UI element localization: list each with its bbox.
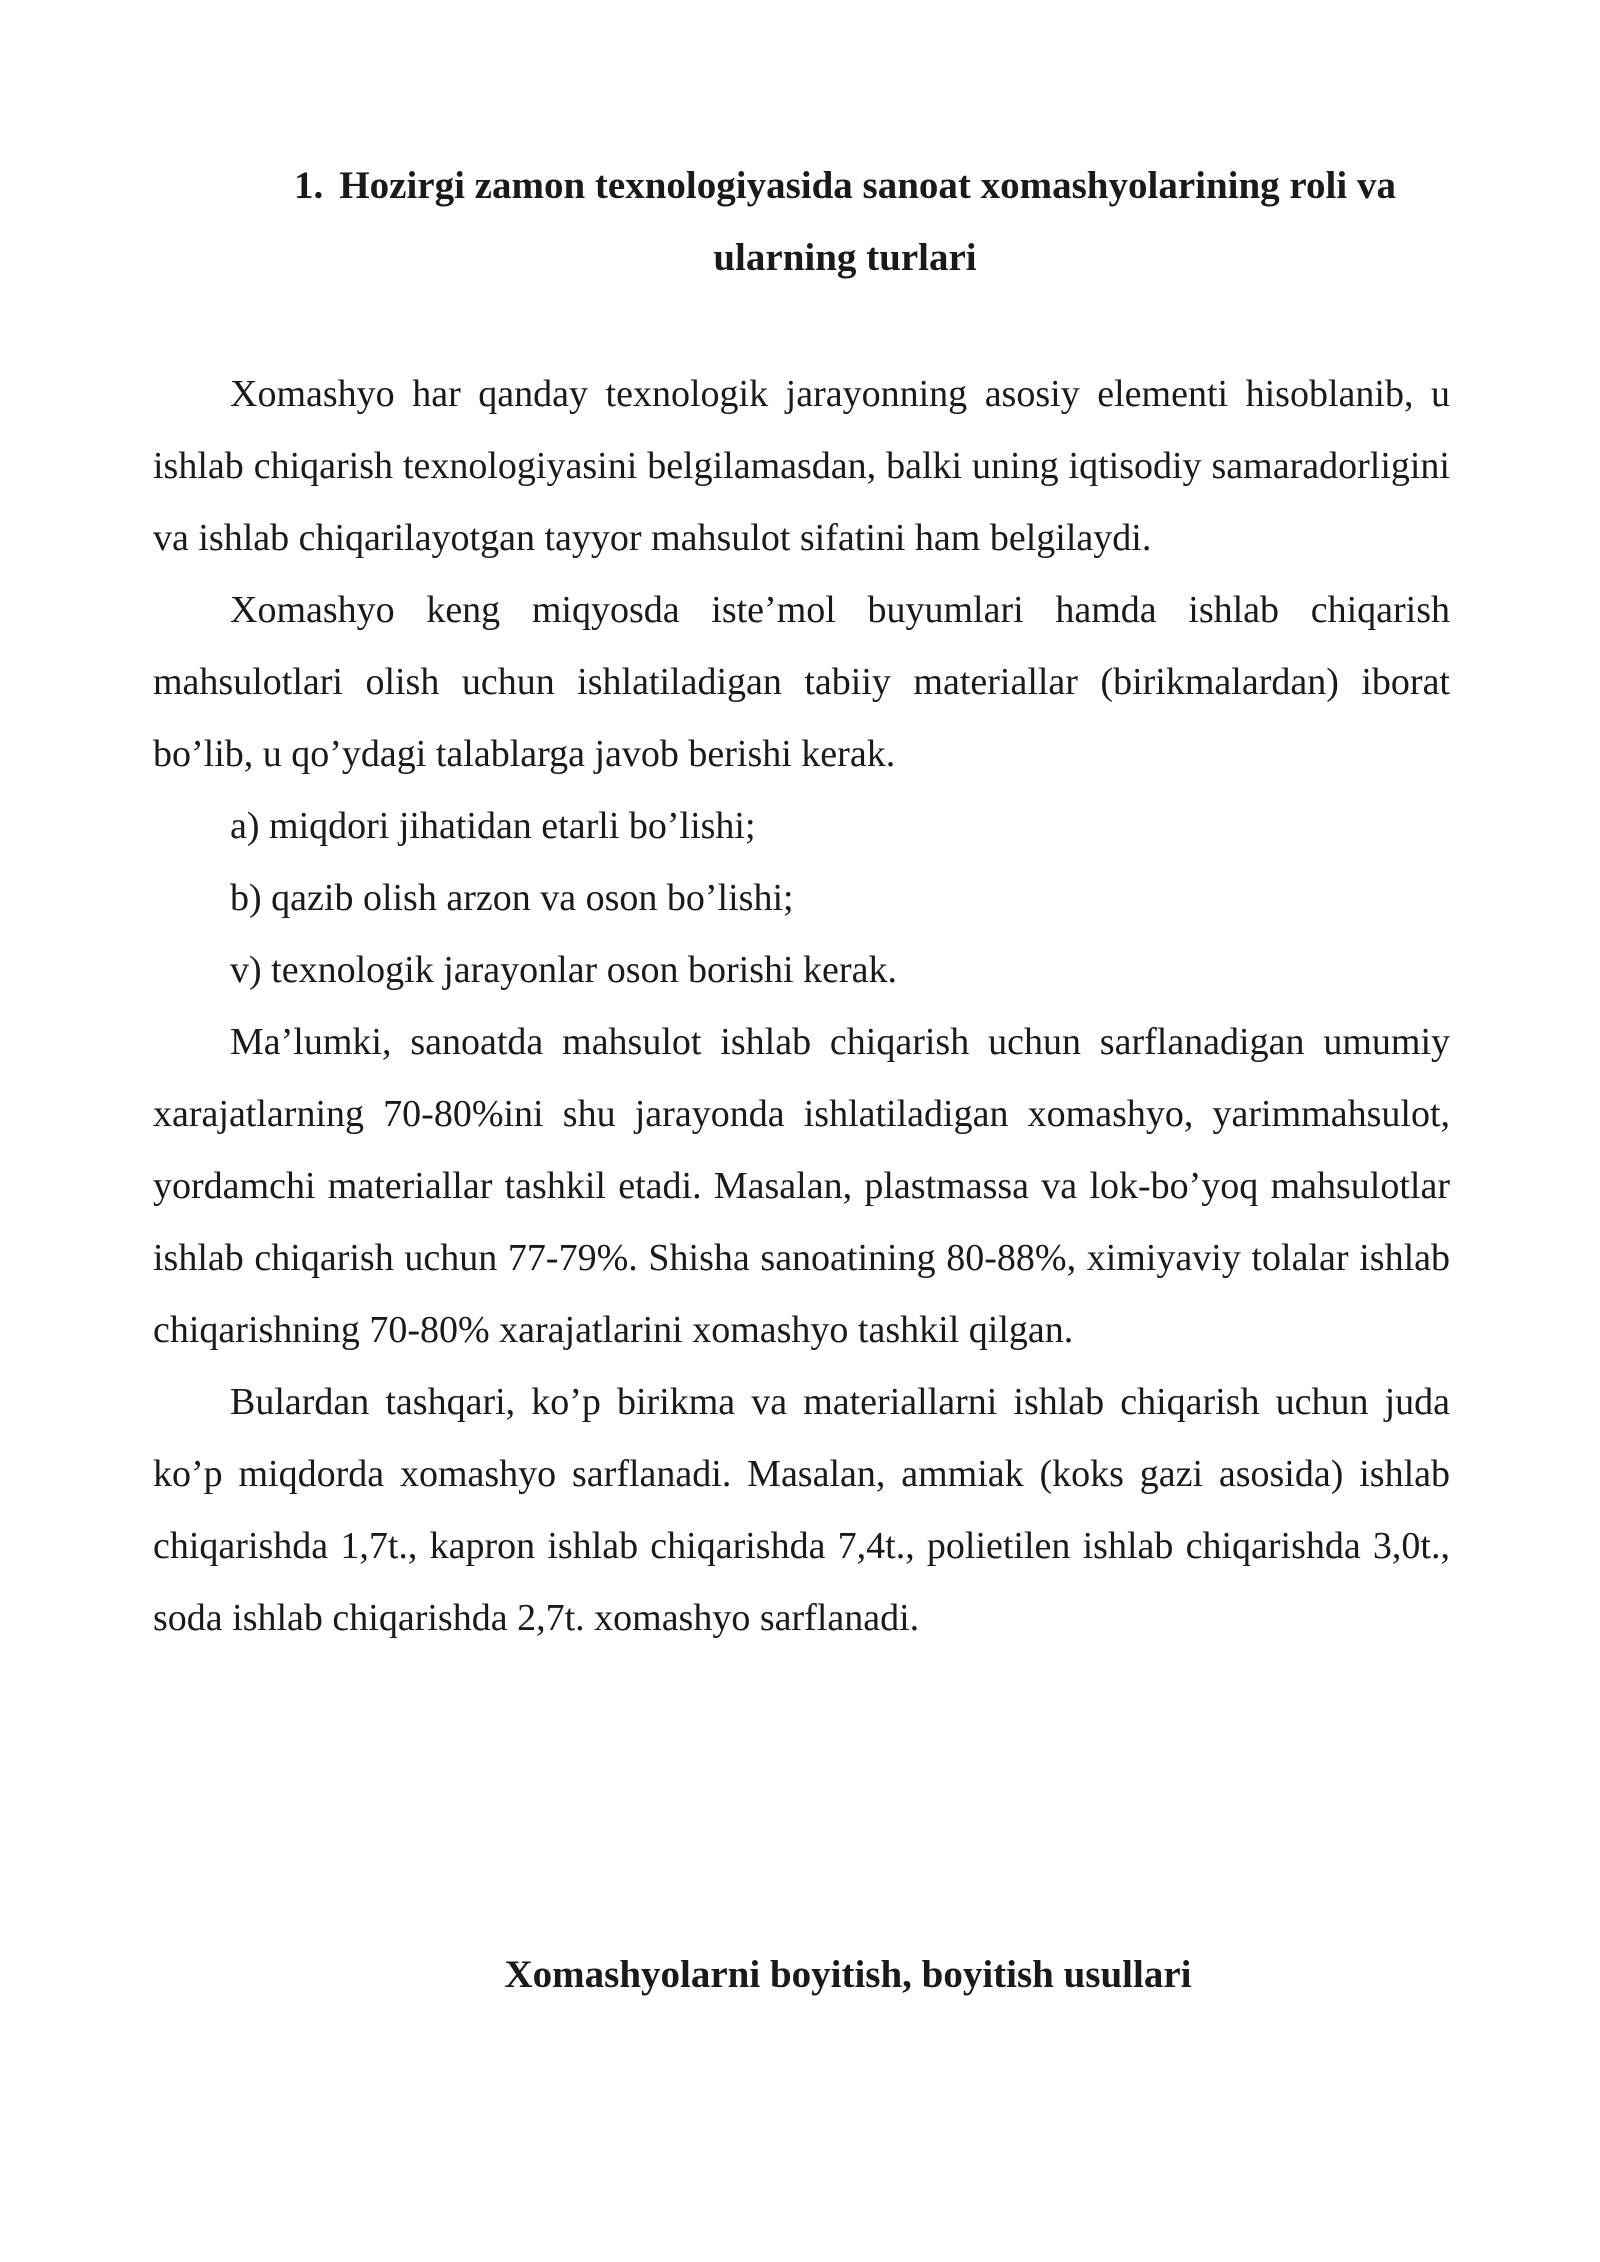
list-item: v) texnologik jarayonlar oson borishi kerak. (230, 949, 897, 991)
section-number: 1. (294, 164, 324, 207)
paragraph: Bulardan tashqari, ko’p birikma va materiallarni ishlab chiqarish uchun juda ko’p miqdorda xomashyo sarflanadi. Masalan, ammiak (koks gazi asosida) ishlab chiqarishda 1,7t., kapron ishlab chiqarishda 7,4t., polietilen ishlab chiqarishda 3,0t., soda ishlab chiqarishda 2,7t. xomashyo sarflanadi. (153, 1381, 1450, 1639)
section-title: Hozirgi zamon texnologiyasida sanoat xomashyolarining roli va ularning turlari (339, 164, 1396, 279)
paragraph: Xomashyo har qanday texnologik jarayonning asosiy elementi hisoblanib, u ishlab chiqarish texnologiyasini belgilamasdan, balki uning iqtisodiy samaradorligini va ishlab chiqarilayotgan tayyor mahsulot sifatini ham belgilaydi. (153, 373, 1450, 559)
list-item: a) miqdori jihatidan etarli bo’lishi; (230, 805, 756, 847)
subsection-heading: Xomashyolarni boyitish, boyitish usullari (504, 1953, 1192, 1996)
list-item: b) qazib olish arzon va oson bo’lishi; (230, 877, 794, 919)
paragraph: Ma’lumki, sanoatda mahsulot ishlab chiqarish uchun sarflanadigan umumiy xarajatlarning 70-80%ini shu jarayonda ishlatiladigan xomashyo, yarimmahsulot, yordamchi materiallar tashkil etadi. Masalan, plastmassa va lok-bo’yoq mahsulotlar ishlab chiqarish uchun 77-79%. Shisha sanoatining 80-88%, ximiyaviy tolalar ishlab chiqarishning 70-80% xarajatlarini xomashyo tashkil qilgan. (153, 1021, 1450, 1351)
document-body (153, 358, 1450, 1654)
paragraph: Xomashyo keng miqyosda iste’mol buyumlari hamda ishlab chiqarish mahsulotlari olish uchun ishlatiladigan tabiiy materiallar (birikmalardan) iborat bo’lib, u qo’ydagi talablarga javob berishi kerak. (153, 589, 1450, 775)
section-heading (230, 150, 1460, 294)
